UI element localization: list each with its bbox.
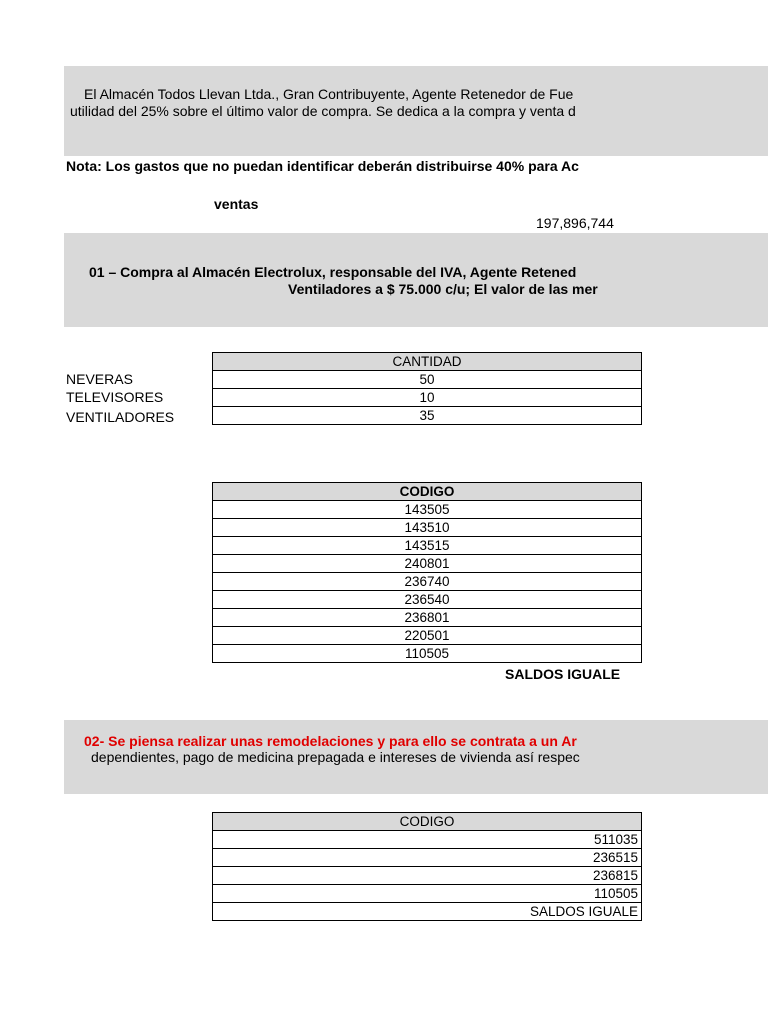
cantidad-cell[interactable]: 35	[213, 407, 642, 425]
saldos-iguales-1: SALDOS IGUALE	[505, 666, 621, 682]
ventas-value: 197,896,744	[536, 215, 614, 231]
codigo-cell[interactable]: 236515	[213, 849, 642, 867]
cantidad-label-televisores: TELEVISORES	[66, 389, 164, 405]
codigo-cell[interactable]: 236801	[213, 609, 642, 627]
codigo-table-1	[212, 482, 642, 663]
codigo-cell[interactable]: 220501	[213, 627, 642, 645]
codigo-header: CODIGO	[213, 483, 642, 501]
codigo-table-2	[212, 812, 642, 921]
item01-line-2: Ventiladores a $ 75.000 c/u; El valor de las mer	[288, 281, 598, 297]
ventas-label: ventas	[214, 196, 259, 212]
cantidad-cell[interactable]: 50	[213, 371, 642, 389]
nota-text: Nota: Los gastos que no puedan identificar deberán distribuirse 40% para Ac	[66, 158, 579, 174]
codigo-cell[interactable]: 236740	[213, 573, 642, 591]
codigo-header: CODIGO	[213, 813, 642, 831]
cantidad-header: CANTIDAD	[213, 353, 642, 371]
codigo-cell[interactable]: 511035	[213, 831, 642, 849]
codigo-cell[interactable]: 143515	[213, 537, 642, 555]
saldos-iguales-2: SALDOS IGUALE	[213, 903, 642, 921]
codigo-cell[interactable]: 236540	[213, 591, 642, 609]
intro-line-2: utilidad del 25% sobre el último valor de compra. Se dedica a la compra y venta d	[70, 103, 576, 119]
item01-line-1: 01 – Compra al Almacén Electrolux, responsable del IVA, Agente Retened	[89, 264, 577, 280]
cantidad-label-ventiladores: VENTILADORES	[66, 409, 175, 425]
cantidad-label-neveras: NEVERAS	[66, 371, 133, 387]
codigo-cell[interactable]: 110505	[213, 645, 642, 663]
item02-line-1: 02- Se piensa realizar unas remodelaciones y para ello se contrata a un Ar	[84, 733, 577, 749]
codigo-cell[interactable]: 143505	[213, 501, 642, 519]
intro-line-1: El Almacén Todos Llevan Ltda., Gran Contribuyente, Agente Retenedor de Fue	[84, 86, 574, 102]
item02-line-2: dependientes, pago de medicina prepagada e intereses de vivienda así respec	[91, 749, 580, 765]
codigo-cell[interactable]: 110505	[213, 885, 642, 903]
cantidad-cell[interactable]: 10	[213, 389, 642, 407]
codigo-cell[interactable]: 143510	[213, 519, 642, 537]
codigo-cell[interactable]: 240801	[213, 555, 642, 573]
codigo-cell[interactable]: 236815	[213, 867, 642, 885]
cantidad-table	[212, 352, 642, 425]
